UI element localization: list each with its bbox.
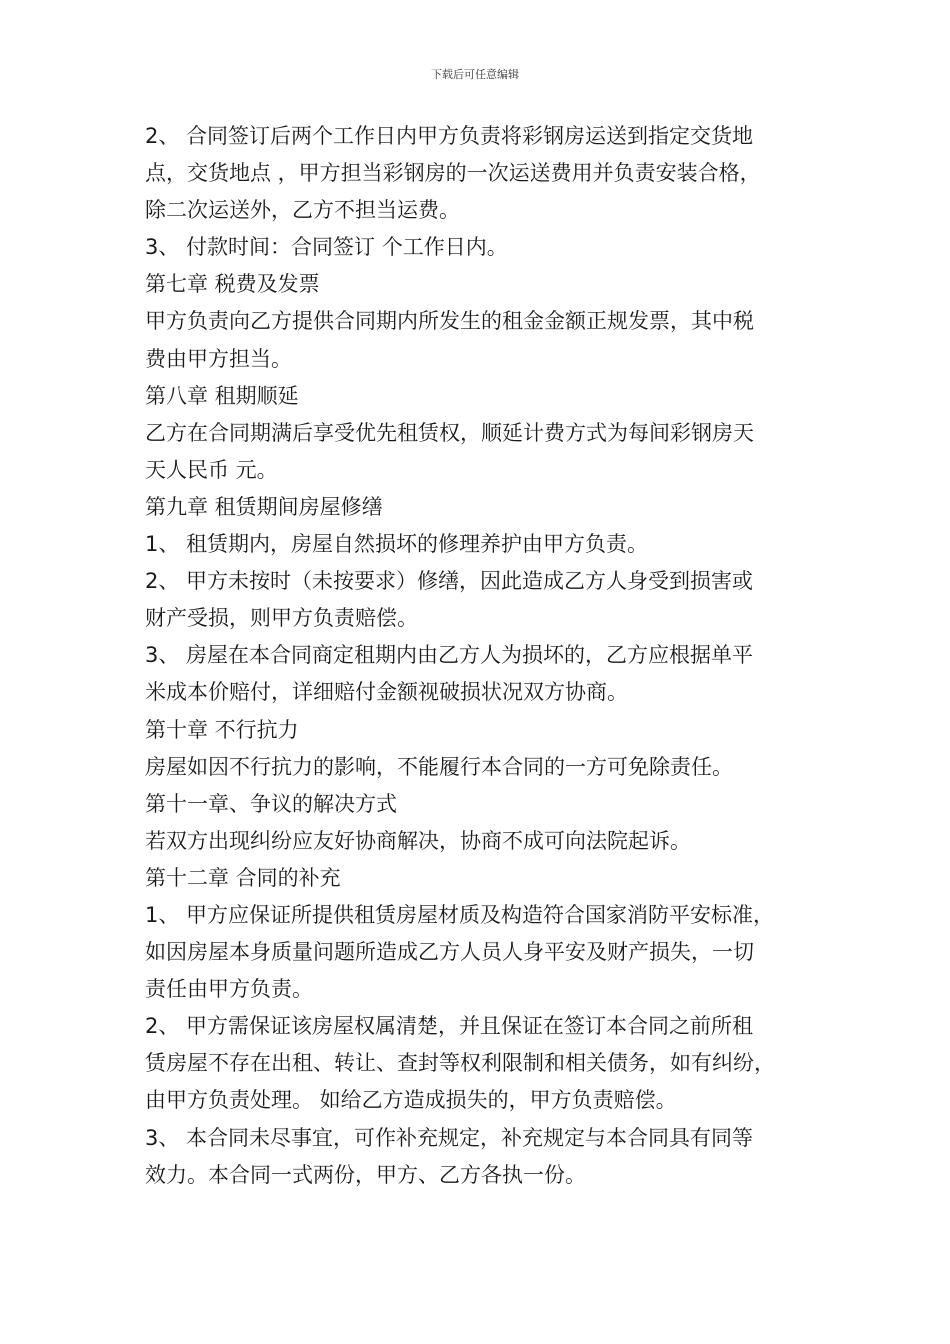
chapter-heading-8: 第八章 租期顺延 (145, 383, 299, 408)
text-line: 2、 合同签订后两个工作日内甲方负责将彩钢房运送到指定交货地 (145, 124, 754, 148)
chapter-heading-12: 第十二章 合同的补充 (145, 865, 341, 890)
chapter-heading-9: 第九章 租赁期间房屋修缮 (145, 494, 383, 519)
text-line: 房屋如因不行抗力的影响，不能履行本合同的一方可免除责任。 (145, 754, 733, 779)
text-line: 由甲方负责处理。 如给乙方造成损失的，甲方负责赔偿。 (145, 1088, 677, 1113)
text-line: 若双方出现纠纷应友好协商解决，协商不成可向法院起诉。 (145, 828, 691, 853)
text-line: 3、 付款时间：合同签订 个工作日内。 (145, 235, 508, 260)
text-line: 1、 租赁期内，房屋自然损坏的修理养护由甲方负责。 (145, 532, 649, 557)
text-line: 2、 甲方需保证该房屋权属清楚，并且保证在签订本合同之前所租 (145, 1014, 754, 1039)
document-body (145, 118, 835, 1194)
text-line: 效力。本合同一式两份，甲方、乙方各执一份。 (145, 1162, 586, 1187)
text-line: 如因房屋本身质量问题所造成乙方人员人身平安及财产损失，一切 (145, 940, 754, 965)
chapter-heading-11: 第十一章、争议的解决方式 (145, 791, 397, 816)
chapter-heading-7: 第七章 税费及发票 (145, 272, 320, 297)
text-line: 甲方负责向乙方提供合同期内所发生的租金金额正规发票，其中税 (145, 309, 754, 334)
text-line: 除二次运送外，乙方不担当运费。 (145, 198, 460, 223)
text-line: 3、 本合同未尽事宜，可作补充规定，补充规定与本合同具有同等 (145, 1125, 754, 1150)
text-line: 米成本价赔付，详细赔付金额视破损状况双方协商。 (145, 680, 628, 705)
text-line: 2、 甲方未按时（未按要求）修缮，因此造成乙方人身受到损害或 (145, 569, 754, 594)
chapter-heading-10: 第十章 不行抗力 (145, 717, 299, 742)
page-header: 下载后可任意编辑 (431, 68, 519, 81)
text-line: 1、 甲方应保证所提供租赁房屋材质及构造符合国家消防平安标准， (145, 902, 775, 927)
text-line: 责任由甲方负责。 (145, 977, 313, 1002)
text-line: 天人民币 元。 (145, 457, 278, 482)
text-line: 点，交货地点 ，甲方担当彩钢房的一次运送费用并负责安装合格， (145, 161, 761, 186)
text-line: 财产受损，则甲方负责赔偿。 (145, 606, 418, 631)
text-line: 3、 房屋在本合同商定租期内由乙方人为损坏的，乙方应根据单平 (145, 643, 754, 668)
text-line: 费由甲方担当。 (145, 346, 292, 371)
text-line: 乙方在合同期满后享受优先租赁权，顺延计费方式为每间彩钢房天 (145, 420, 754, 445)
text-line: 赁房屋不存在出租、转让、查封等权利限制和相关债务，如有纠纷， (145, 1051, 775, 1076)
